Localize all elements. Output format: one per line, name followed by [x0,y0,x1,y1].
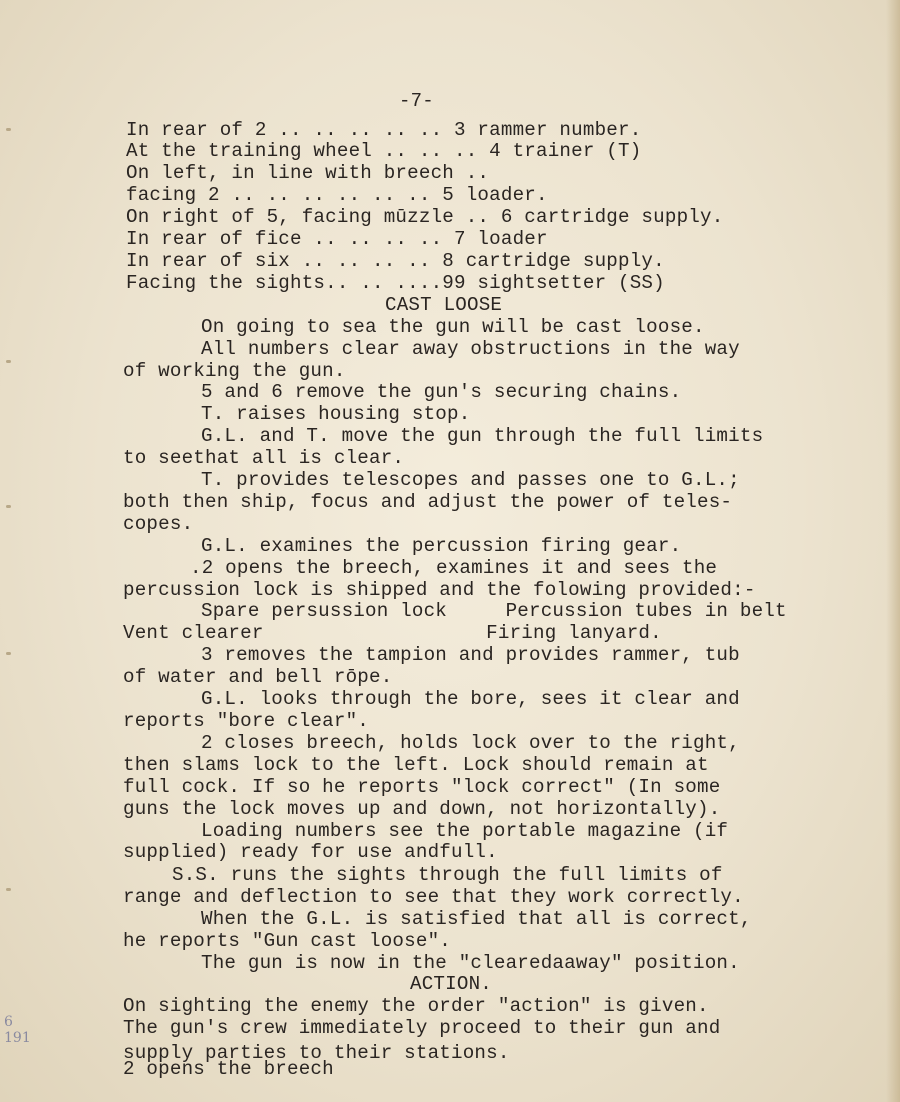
text-line: 5 and 6 remove the gun's securing chains. [201,381,682,403]
text-line: supplied) ready for use andfull. [123,841,498,863]
text-line: .2 opens the breech, examines it and sees the [190,557,718,579]
section-heading: CAST LOOSE [385,294,503,316]
text-line: 3 removes the tampion and provides rammer, tub [201,644,740,666]
text-line: T. raises housing stop. [201,403,471,425]
text-line: On sighting the enemy the order "action" is given. [123,995,709,1017]
text-line: to seethat all is clear. [123,447,405,469]
text-line: both then ship, focus and adjust the power of teles- [123,491,733,513]
text-line: G.L. examines the percussion firing gear. [201,535,682,557]
margin-note: 6 191 [4,1014,31,1046]
text-line: G.L. and T. move the gun through the full limits [201,425,764,447]
page-edge [886,0,900,1102]
binding-mark [6,888,11,891]
text-line: range and deflection to see that they work correctly. [123,886,744,908]
text-line: On left, in line with breech .. [126,162,490,184]
text-line: The gun's crew immediately proceed to their gun and [123,1017,721,1039]
text-line: Facing the sights.. .. ....99 sightsetter (SS) [126,272,665,294]
text-line: supply parties to their stations. [123,1042,510,1064]
text-line: In rear of fice .. .. .. .. 7 loader [126,228,548,250]
text-line: On going to sea the gun will be cast loose. [201,316,705,338]
text-line: of working the gun. [123,360,346,382]
text-line: percussion lock is shipped and the folowing provided:- [123,579,756,601]
text-line: facing 2 .. .. .. .. .. .. 5 loader. [126,184,548,206]
text-line: Loading numbers see the portable magazine (if [201,820,729,842]
text-line: In rear of six .. .. .. .. 8 cartridge supply. [126,250,665,272]
text-line: T. provides telescopes and passes one to G.L.; [201,469,740,491]
text-line: full cock. If so he reports "lock correct" (In some [123,776,721,798]
text-line: reports "bore clear". [123,710,370,732]
text-line: When the G.L. is satisfied that all is correct, [201,908,752,930]
text-line: At the training wheel .. .. .. 4 trainer (T) [126,140,642,162]
text-line: 2 closes breech, holds lock over to the right, [201,732,740,754]
text-line: On right of 5, facing mūzzle .. 6 cartridge supply. [126,206,724,228]
text-line: he reports "Gun cast loose". [123,930,452,952]
text-line: then slams lock to the left. Lock should remain at [123,754,709,776]
text-line: All numbers clear away obstructions in the way [201,338,740,360]
binding-mark [6,360,11,363]
text-line: Spare persussion lock Percussion tubes in belt [201,600,787,622]
section-heading: ACTION. [410,973,493,995]
text-line: of water and bell rōpe. [123,666,393,688]
text-line: copes. [123,513,194,535]
binding-mark [6,128,11,131]
text-line: 2 opens the breech [123,1058,334,1080]
text-line: G.L. looks through the bore, sees it clear and [201,688,740,710]
binding-mark [6,652,11,655]
text-line: guns the lock moves up and down, not horizontally). [123,798,721,820]
binding-mark [6,505,11,508]
text-line: Vent clearer Firing lanyard. [123,622,662,644]
text-line: In rear of 2 .. .. .. .. .. 3 rammer number. [126,119,642,141]
text-line: S.S. runs the sights through the full limits of [172,864,723,886]
page-number: -7- [399,90,434,112]
text-line: The gun is now in the "clearedaaway" position. [201,952,740,974]
